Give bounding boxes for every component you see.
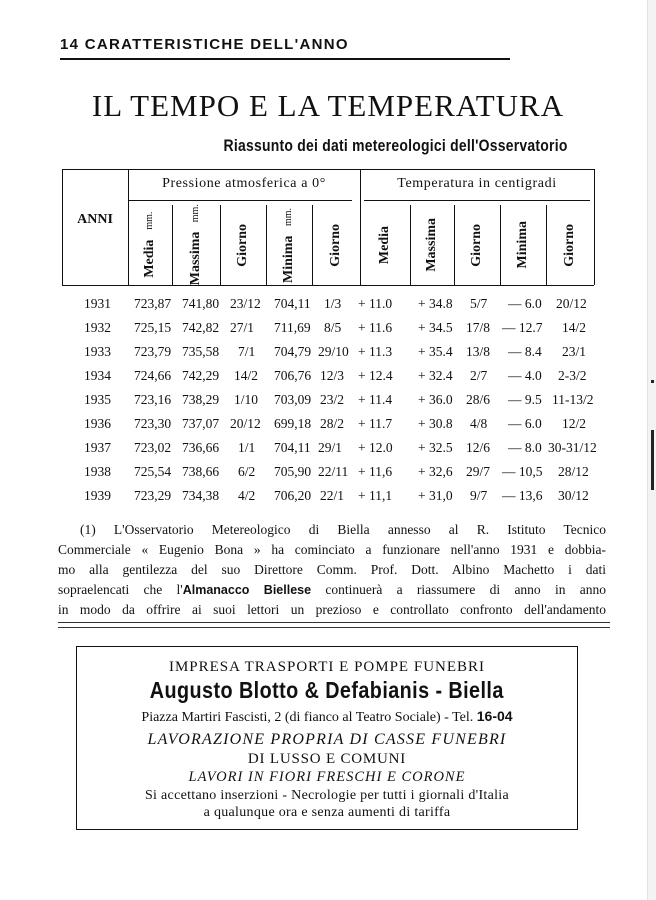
advertisement-box: [76, 646, 578, 830]
cell-temp-mean: + 12.4: [358, 368, 393, 383]
cell-temp-max: + 32.4: [418, 368, 453, 383]
cell-temp-min-day: 2-3/2: [558, 368, 587, 383]
cell-pressure-min: 711,69: [274, 320, 311, 335]
cell-pressure-max: 734,38: [182, 488, 220, 503]
ad-notice: Si accettano inserzioni - Necrologie per tutti i giornali d'Italia: [144, 788, 510, 803]
footnote-line: mo alla gentilezza del suo Direttore Comm. Prof. Dott. Albino Machetto i dati: [58, 562, 606, 577]
group-underline: [128, 200, 352, 201]
cell-temp-max: + 34.5: [418, 320, 453, 335]
cell-pressure-min: 703,09: [274, 392, 312, 407]
cell-year: 1938: [84, 464, 111, 479]
column-header-label: Giorno: [562, 223, 577, 267]
cell-temp-min: — 4.0: [508, 368, 542, 383]
column-header: [546, 210, 594, 280]
cell-pressure-max: 741,80: [182, 296, 220, 311]
cell-pressure-min-day: 8/5: [324, 320, 342, 335]
column-header-label: Giorno: [469, 223, 484, 267]
cell-pressure-max-day: 4/2: [238, 488, 256, 503]
cell-temp-max-day: 13/8: [466, 344, 491, 359]
table-row: [62, 320, 602, 344]
cell-temp-max-day: 28/6: [466, 392, 491, 407]
cell-temp-max: + 34.8: [418, 296, 453, 311]
cell-temp-max: + 36.0: [418, 392, 453, 407]
separator-rule: [58, 622, 610, 623]
cell-year: 1934: [84, 368, 111, 383]
column-header-label: Massima: [424, 218, 439, 272]
ad-address: [77, 708, 577, 726]
cell-temp-mean: + 11.3: [358, 344, 393, 359]
cell-pressure-mean: 725,15: [134, 320, 172, 335]
cell-temp-min: — 8.4: [508, 344, 542, 359]
cell-temp-max: + 35.4: [418, 344, 453, 359]
cell-temp-max: + 32,6: [418, 464, 453, 479]
cell-temp-min: — 8.0: [508, 440, 542, 455]
cell-pressure-mean: 723,30: [134, 416, 172, 431]
cell-pressure-max: 738,66: [182, 464, 220, 479]
cell-temp-max-day: 5/7: [470, 296, 488, 311]
cell-temp-mean: + 12.0: [358, 440, 393, 455]
cell-temp-mean: + 11.6: [358, 320, 393, 335]
column-header-label: Giorno: [328, 223, 343, 267]
cell-pressure-min-day: 22/11: [318, 464, 349, 479]
ad-tagline: LAVORAZIONE PROPRIA DI CASSE FUNEBRI: [147, 731, 507, 748]
column-header-label: Media: [377, 225, 392, 265]
cell-year: 1937: [84, 440, 111, 455]
cell-temp-max-day: 29/7: [466, 464, 491, 479]
page-edge: [647, 0, 656, 900]
years-column-header: ANNI: [77, 212, 113, 227]
column-header-label: Giorno: [235, 223, 250, 267]
cell-temp-min-day: 28/12: [558, 464, 589, 479]
cell-temp-min: — 12.7: [502, 320, 543, 335]
cell-temp-mean: + 11.7: [358, 416, 393, 431]
group-underline: [364, 200, 590, 201]
cell-pressure-mean: 723,79: [134, 344, 172, 359]
cell-pressure-max-day: 14/2: [234, 368, 259, 383]
cell-year: 1936: [84, 416, 111, 431]
column-header: [128, 210, 172, 280]
cell-pressure-mean: 723,02: [134, 440, 172, 455]
temperature-group-header: Temperatura in centigradi: [397, 176, 557, 191]
cell-pressure-min: 704,11: [274, 440, 311, 455]
cell-pressure-min-day: 29/10: [318, 344, 349, 359]
table-row: [62, 296, 602, 320]
column-header: [500, 210, 546, 280]
cell-temp-min-day: 11-13/2: [552, 392, 594, 407]
column-header-label: Media: [142, 239, 157, 278]
cell-temp-min-day: 20/12: [556, 296, 587, 311]
footnote-line: [58, 580, 606, 600]
ad-notice: a qualunque ora e senza aumenti di tariffa: [203, 805, 451, 820]
column-header-label: Minima: [515, 221, 530, 269]
cell-temp-mean: + 11.4: [358, 392, 393, 407]
cell-pressure-min: 706,20: [274, 488, 312, 503]
cell-pressure-min-day: 28/2: [320, 416, 345, 431]
ad-tagline: LAVORI IN FIORI FRESCHI E CORONE: [188, 769, 466, 785]
ad-company: IMPRESA TRASPORTI E POMPE FUNEBRI: [168, 659, 486, 675]
cell-temp-max-day: 17/8: [466, 320, 491, 335]
column-header-unit: mm.: [144, 212, 155, 231]
cell-pressure-max: 742,29: [182, 368, 220, 383]
table-row: [62, 416, 602, 440]
cell-temp-min-day: 14/2: [562, 320, 587, 335]
table-row: [62, 392, 602, 416]
cell-temp-max-day: 2/7: [470, 368, 488, 383]
cell-temp-max: + 31,0: [418, 488, 453, 503]
pressure-group-header: Pressione atmosferica a 0°: [162, 176, 326, 191]
cell-pressure-max-day: 1/1: [238, 440, 256, 455]
footnote-text: sopraelencati che l': [58, 582, 183, 597]
cell-pressure-max: 737,07: [182, 416, 220, 431]
page-title: IL TEMPO E LA TEMPERATURA: [91, 88, 565, 123]
cell-pressure-min-day: 29/1: [318, 440, 343, 455]
cell-temp-min: — 9.5: [508, 392, 542, 407]
cell-pressure-min-day: 12/3: [320, 368, 345, 383]
column-header-unit: mm.: [283, 207, 294, 226]
ad-address-text: Piazza Martiri Fascisti, 2 (di fianco al Teatro Sociale) - Tel.: [141, 710, 474, 725]
cell-pressure-min: 706,76: [274, 368, 312, 383]
cell-pressure-max-day: 1/10: [234, 392, 259, 407]
cell-year: 1933: [84, 344, 111, 359]
cell-temp-max-day: 4/8: [470, 416, 488, 431]
edge-mark: [651, 430, 654, 490]
column-header-label: Massima: [188, 231, 203, 286]
table-row: [62, 368, 602, 392]
cell-pressure-max: 738,29: [182, 392, 220, 407]
cell-pressure-mean: 723,29: [134, 488, 172, 503]
cell-temp-max-day: 12/6: [466, 440, 491, 455]
table-top-rule: [62, 169, 594, 170]
column-header-unit: mm.: [190, 204, 201, 223]
cell-year: 1932: [84, 320, 111, 335]
column-header: [410, 210, 454, 280]
cell-pressure-min-day: 22/1: [320, 488, 345, 503]
column-header-label: Minima: [281, 235, 296, 283]
column-header: [360, 210, 410, 280]
almanac-name: Almanacco Biellese: [182, 583, 312, 597]
table-header-bottom-rule: [62, 285, 594, 286]
column-header: [172, 204, 220, 286]
ad-brand: [77, 677, 577, 704]
table-right-border: [594, 169, 595, 285]
cell-pressure-mean: 724,66: [134, 368, 172, 383]
cell-temp-mean: + 11,1: [358, 488, 393, 503]
cell-temp-max: + 30.8: [418, 416, 453, 431]
cell-temp-min: — 13,6: [502, 488, 543, 503]
cell-pressure-min: 704,79: [274, 344, 312, 359]
ad-tagline: DI LUSSO E COMUNI: [247, 751, 407, 767]
column-header: [266, 207, 312, 283]
cell-pressure-max-day: 7/1: [238, 344, 256, 359]
column-header: [220, 210, 266, 280]
cell-pressure-min: 704,11: [274, 296, 311, 311]
table-row: [62, 344, 602, 368]
footnote: [58, 520, 606, 620]
column-header: [454, 210, 500, 280]
footnote-line: in modo da offrire ai suoi lettori un prezioso e controllato confronto dell'andamento: [58, 602, 606, 617]
cell-pressure-min-day: 23/2: [320, 392, 345, 407]
column-header: [312, 210, 360, 280]
cell-temp-min-day: 23/1: [562, 344, 587, 359]
table-row: [62, 488, 602, 512]
cell-pressure-max-day: 27/1: [230, 320, 255, 335]
cell-year: 1939: [84, 488, 111, 503]
ad-brand-text: Augusto Blotto & Defabianis - Biella: [150, 677, 504, 703]
cell-pressure-max-day: 6/2: [238, 464, 256, 479]
cell-temp-mean: + 11,6: [358, 464, 393, 479]
cell-pressure-max: 742,82: [182, 320, 220, 335]
separator-rule: [58, 627, 610, 628]
cell-year: 1935: [84, 392, 111, 407]
cell-temp-min-day: 12/2: [562, 416, 587, 431]
cell-temp-mean: + 11.0: [358, 296, 393, 311]
table-row: [62, 440, 602, 464]
cell-pressure-min: 699,18: [274, 416, 312, 431]
cell-temp-min-day: 30/12: [558, 488, 589, 503]
cell-temp-max: + 32.5: [418, 440, 453, 455]
footnote-line: Commerciale « Eugenio Bona » ha cominciato a funzionare nell'anno 1931 e dobbia-: [58, 542, 606, 557]
header-rule: [60, 58, 510, 60]
running-header: 14 CARATTERISTICHE DELL'ANNO: [60, 36, 349, 53]
cell-pressure-mean: 723,87: [134, 296, 172, 311]
cell-temp-min: — 6.0: [508, 416, 542, 431]
cell-temp-min-day: 30-31/12: [548, 440, 597, 455]
cell-temp-min: — 10,5: [502, 464, 543, 479]
cell-temp-min: — 6.0: [508, 296, 542, 311]
cell-pressure-min: 705,90: [274, 464, 312, 479]
footnote-text: continuerà a riassumere di anno in anno: [311, 582, 607, 597]
cell-year: 1931: [84, 296, 111, 311]
ad-phone: 16-04: [476, 708, 513, 724]
cell-temp-max-day: 9/7: [470, 488, 488, 503]
page-subtitle: Riassunto dei dati metereologici dell'Osservatorio: [223, 136, 568, 155]
footnote-line: (1) L'Osservatorio Metereologico di Biella annesso al R. Istituto Tecnico: [80, 522, 606, 537]
edge-mark: [651, 380, 654, 383]
cell-pressure-max-day: 23/12: [230, 296, 261, 311]
table-row: [62, 464, 602, 488]
cell-pressure-mean: 725,54: [134, 464, 172, 479]
cell-pressure-max-day: 20/12: [230, 416, 261, 431]
cell-pressure-mean: 723,16: [134, 392, 172, 407]
cell-pressure-min-day: 1/3: [324, 296, 342, 311]
cell-pressure-max: 735,58: [182, 344, 220, 359]
cell-pressure-max: 736,66: [182, 440, 220, 455]
